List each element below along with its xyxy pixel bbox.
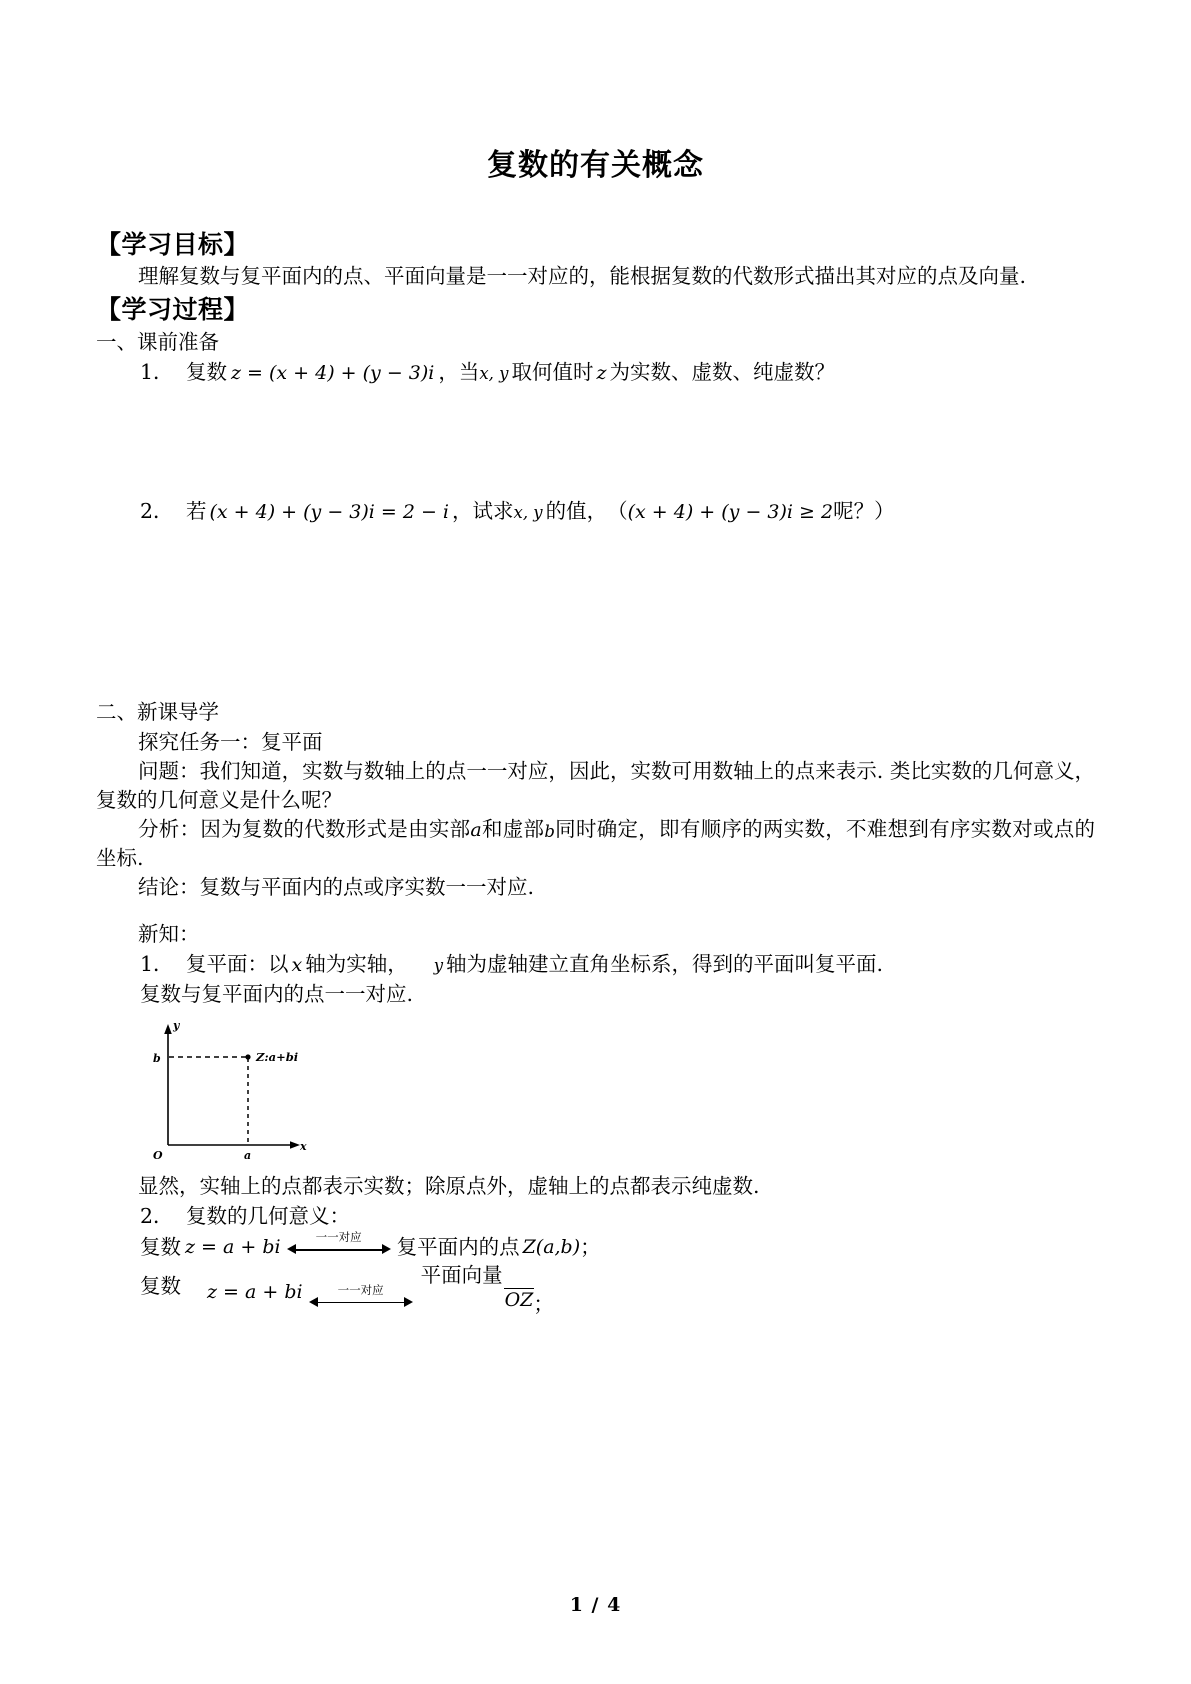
question-label: 问题：: [138, 758, 200, 783]
mapping-row-1: [96, 1232, 1095, 1263]
mapping-1-right-text: 复平面内的点: [396, 1235, 520, 1260]
analysis-label: 分析：: [138, 816, 201, 841]
figure-note: 显然，实轴上的点都表示实数；除原点外，虚轴上的点都表示纯虚数.: [138, 1174, 760, 1199]
page-title: 复数的有关概念: [487, 148, 704, 183]
answer-space-1: [96, 388, 1095, 496]
item-2-text: 复数的几何意义：: [186, 1204, 350, 1229]
analysis-var-a: a: [470, 818, 482, 841]
correspondence-arrow-1: [287, 1230, 391, 1258]
conclusion-label: 结论：: [138, 875, 200, 900]
exercise-2-suffix: 的值，: [545, 499, 608, 524]
item-1-var-x: x: [291, 954, 303, 977]
mapping-1-semicolon: ；: [580, 1235, 601, 1260]
exercise-1-vars: x, y: [479, 364, 509, 384]
exercise-2-number: 2．: [140, 499, 174, 524]
exercise-1-var-z: z: [596, 362, 607, 385]
exercise-2-prefix: 若: [186, 499, 207, 524]
item-2-number: 2．: [140, 1204, 174, 1229]
answer-space-2: [96, 527, 1095, 697]
exercise-1: [96, 357, 1095, 388]
svg-text:a: a: [244, 1149, 252, 1163]
exercise-2: [96, 496, 1095, 527]
exercise-2-paren-open: （: [607, 499, 628, 524]
analysis-text-1: 因为复数的代数形式是由实部: [200, 816, 471, 841]
exercise-1-tail: 为实数、虚数、纯虚数？: [609, 360, 835, 385]
exercise-2-mid: ，试求: [452, 499, 514, 524]
arrow-line: [315, 1302, 407, 1303]
question-paragraph: [96, 757, 1095, 815]
mapping-row-2: [96, 1262, 1095, 1320]
svg-text:b: b: [153, 1052, 161, 1066]
mapping-2-semicolon: ；: [533, 1291, 554, 1316]
exercise-1-mid: ，当: [438, 360, 480, 385]
coordinate-axes-diagram: [140, 1019, 320, 1164]
exercise-2-vars: x, y: [513, 503, 543, 523]
arrow-head-right-icon: [382, 1244, 391, 1254]
mapping-2-left-label: 复数: [140, 1273, 181, 1298]
arrow-head-right-icon: [404, 1297, 413, 1307]
item-1-line-2: 复数与复平面内的点一一对应.: [140, 982, 414, 1007]
item-1-text-c: 轴为虚轴建立直角坐标系，得到的平面叫复平面.: [446, 952, 884, 977]
spacer: [96, 1164, 1095, 1172]
learning-goal-text: 理解复数与复平面内的点、平面向量是一一对应的，能根据复数的代数形式描出其对应的点及向量.: [138, 263, 1027, 288]
learning-goal-section: [96, 184, 1095, 291]
exercise-1-prefix: 复数: [186, 360, 227, 385]
analysis-text-2: 和虚部: [481, 816, 545, 841]
exercise-2-formula: (x + 4) + (y − 3)i = 2 − i: [209, 501, 450, 524]
correspondence-arrow-2: [309, 1282, 413, 1311]
exercise-1-formula: z = (x + 4) + (y − 3)i: [231, 362, 435, 385]
mapping-2-right-text: 平面向量: [420, 1262, 503, 1287]
conclusion-paragraph: [96, 873, 1095, 902]
explore-task-label: 探究任务一：复平面: [138, 729, 323, 754]
conclusion-text: 复数与平面内的点或序实数一一对应.: [199, 875, 535, 900]
learning-goal-heading: 【学习目标】: [96, 230, 250, 259]
learning-process-heading: 【学习过程】: [96, 294, 250, 324]
analysis-var-b: b: [544, 821, 555, 841]
item-1-text-b: 轴为实轴，: [305, 952, 408, 977]
analysis-text-3: 同时确定，即有顺序的两实数，不难想到有序实数对或点的坐标.: [96, 816, 1096, 871]
part-one-label: 一、课前准备: [96, 329, 219, 354]
item-1-number: 1．: [140, 952, 174, 977]
item-1-var-y: y: [433, 956, 444, 976]
exercise-2-paren-tail: 呢？）: [833, 499, 895, 524]
new-knowledge-item-2: [96, 1201, 1095, 1232]
mapping-2-left-formula: z = a + bi: [207, 1280, 303, 1303]
page-footer: 1 / 4: [569, 1594, 622, 1616]
exercise-1-suffix: 取何值时: [511, 360, 594, 385]
new-knowledge-item-1: [96, 949, 1095, 980]
svg-text:O: O: [153, 1149, 163, 1163]
complex-plane-figure: [96, 1009, 1095, 1164]
mapping-1-left-label: 复数: [140, 1235, 181, 1260]
spacer: [96, 902, 1095, 920]
arrow-line: [293, 1249, 385, 1250]
part-two-label: 二、新课导学: [96, 699, 219, 724]
new-knowledge-label: 新知：: [138, 922, 200, 947]
item-1-text-a: 复平面：以: [186, 952, 289, 977]
svg-text:x: x: [300, 1140, 307, 1154]
correspondence-label-1: 一一对应: [315, 1230, 362, 1245]
exercise-1-number: 1．: [140, 360, 174, 385]
correspondence-label-2: 一一对应: [337, 1282, 384, 1297]
svg-text:y: y: [173, 1019, 180, 1033]
analysis-paragraph: [96, 815, 1095, 873]
question-text: 我们知道，实数与数轴上的点一一对应，因此，实数可用数轴上的点来表示. 类比实数的几何意义，复数的几何意义是什么呢？: [96, 758, 1096, 812]
exercise-2-formula-2: (x + 4) + (y − 3)i ≥ 2: [627, 501, 834, 524]
mapping-1-right-formula: Z(a,b): [522, 1236, 581, 1259]
svg-text:Z:a+bi: Z:a+bi: [256, 1050, 299, 1065]
mapping-2-right-vector: OZ: [504, 1288, 534, 1311]
mapping-1-left-formula: z = a + bi: [185, 1236, 281, 1259]
